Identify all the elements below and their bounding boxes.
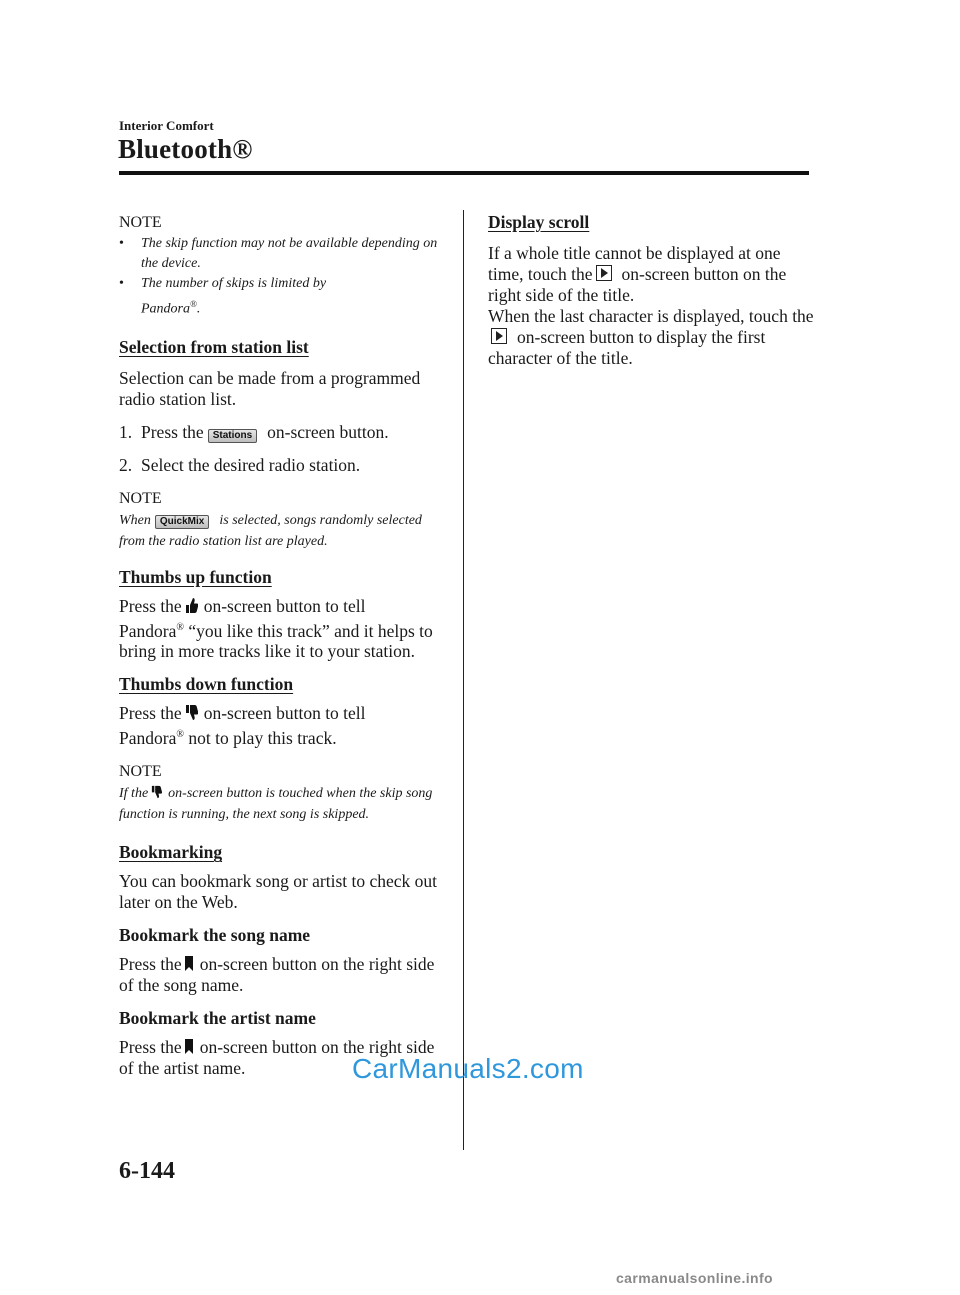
page-title: Bluetooth® [118, 134, 253, 164]
thumbs-up-icon [184, 597, 198, 614]
text: on-screen button on the right side of the artist name. [119, 1037, 435, 1079]
paragraph [119, 954, 449, 996]
text: on-screen button on the right side of the title. [488, 264, 787, 305]
bookmark-icon [184, 1038, 194, 1055]
registered-mark: ® [176, 621, 184, 633]
page-number: 6-144 [119, 1158, 175, 1184]
text: on-screen button on the right side of the song name. [119, 954, 435, 996]
text: Press the [119, 1037, 182, 1058]
paragraph: You can bookmark song or artist to check out later on the Web. [119, 871, 438, 913]
text: not to play this track. [188, 728, 337, 749]
note-label: NOTE [119, 489, 162, 507]
text: on-screen button to tell [203, 703, 366, 724]
section-heading-display-scroll: Display scroll [488, 212, 590, 232]
step-item [119, 422, 449, 443]
footer-url: carmanualsonline.info [616, 1270, 773, 1286]
quickmix-button-icon: QuickMix [155, 515, 209, 529]
header-rule [119, 171, 809, 175]
sub-heading-bookmark-song: Bookmark the song name [119, 925, 311, 946]
bookmark-icon [184, 955, 194, 972]
note-text [119, 510, 449, 552]
paragraph [488, 243, 818, 306]
section-heading-thumbs-down: Thumbs down function [119, 674, 294, 695]
section-label: Interior Comfort [119, 118, 214, 133]
play-icon [596, 265, 612, 281]
step-text: Select the desired radio station. [141, 454, 361, 475]
watermark-logo: CarManuals2.com [352, 1053, 584, 1084]
sub-heading-bookmark-artist: Bookmark the artist name [119, 1008, 316, 1029]
paragraph [119, 596, 449, 663]
step-number: 1. [119, 421, 133, 442]
play-icon [491, 328, 507, 344]
note-label: NOTE [119, 214, 162, 231]
step-item [119, 455, 449, 476]
text: on-screen button to display the first character of the title. [488, 327, 766, 368]
section-heading-bookmarking: Bookmarking [119, 842, 223, 863]
text: When the last character is displayed, touch the [488, 306, 814, 326]
text: on-screen button to tell [203, 595, 366, 616]
text: Press the [119, 954, 182, 975]
thumbs-down-icon [150, 785, 162, 799]
text: Press the [119, 703, 182, 724]
note-text-part: is selected, songs randomly selected from the radio station list are played. [119, 512, 422, 549]
note-list [119, 234, 449, 320]
note-label: NOTE [119, 763, 162, 781]
step-text: on-screen button. [267, 421, 389, 442]
step-text: Press the [141, 421, 204, 442]
note-text [119, 783, 449, 825]
paragraph: Selection can be made from a programmed radio station list. [119, 367, 421, 409]
stations-button-icon: Stations [208, 429, 257, 443]
brand-name: Pandora [119, 728, 177, 749]
brand-name: Pandora [119, 620, 177, 641]
registered-mark: ® [176, 729, 184, 741]
text: If a whole title cannot be displayed at one time, touch the [488, 243, 781, 284]
note-item: • The skip function may not be available depending on the device. [119, 234, 449, 274]
step-number: 2. [119, 454, 133, 475]
note-item-text: The number of skips is limited by [141, 276, 327, 291]
note-text-part: on-screen button is touched when the skip song function is running, the next song is skipped. [119, 786, 433, 823]
note-text-part: If the [119, 786, 149, 802]
note-text-part: When [119, 512, 151, 528]
section-heading-station-list: Selection from station list [119, 336, 309, 357]
section-heading-thumbs-up: Thumbs up function [119, 566, 272, 587]
punctuation: . [196, 301, 201, 317]
text: “you like this track” and it helps to bring in more tracks like it to your station. [119, 620, 433, 662]
note-item [119, 274, 449, 320]
left-column [119, 212, 449, 1079]
paragraph [488, 306, 818, 369]
column-divider [463, 210, 464, 1150]
paragraph [119, 703, 449, 749]
text: Press the [119, 595, 182, 616]
registered-mark: ® [190, 299, 197, 309]
brand-name: Pandora [141, 301, 190, 317]
right-column [488, 212, 818, 369]
thumbs-down-icon [184, 704, 198, 721]
